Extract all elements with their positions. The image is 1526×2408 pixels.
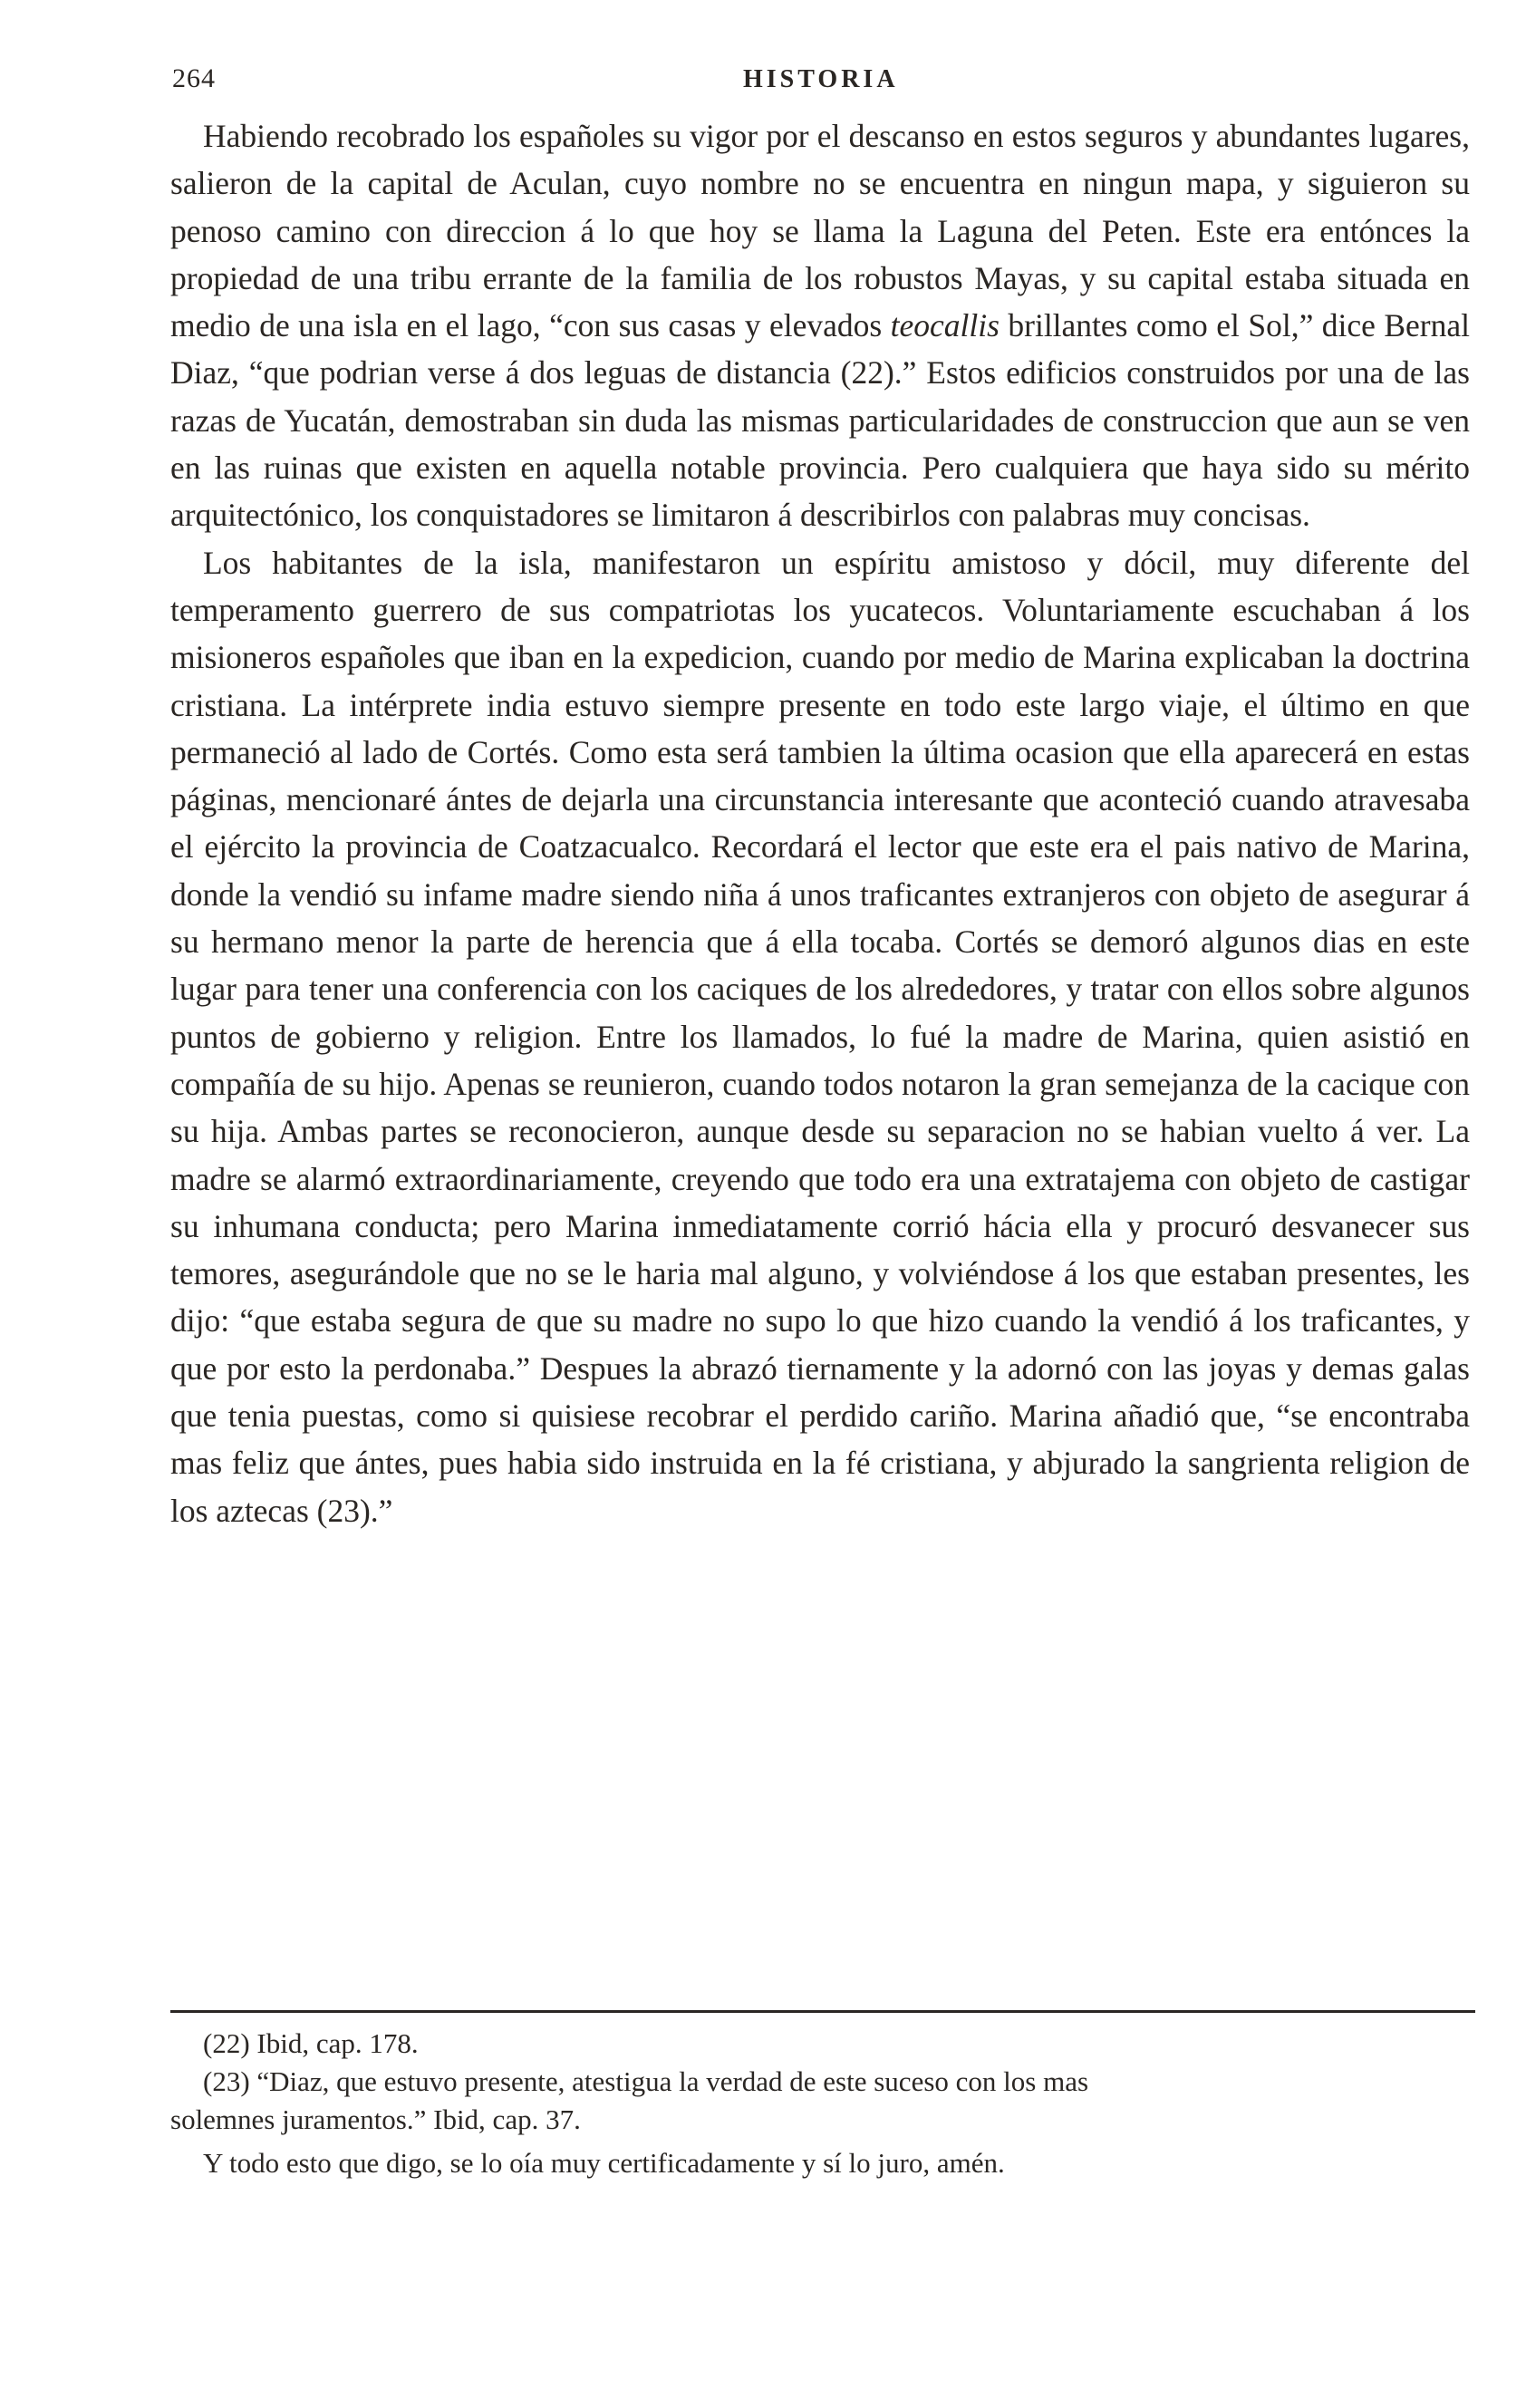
paragraph-1-italic-term: teocallis [890,307,1000,344]
running-head: HISTORIA [743,65,899,93]
paragraph-1-text-b: brillantes como el Sol,” dice Bernal Diaz, “que podrian verse á dos leguas de distancia (22).” Estos edificios construidos por una de las razas de Yucatán, demostraban sin duda las mismas particularidades de construccion que aun se ven en las ruinas que existen en aquella notable provincia. Pero cualquiera que haya sido su mérito arquitectónico, los conquistadores se limitaron á describirlos con palabras muy concisas. [170,307,1470,534]
paragraph-1 [170,112,1470,539]
footnote-divider [170,2010,1475,2013]
paragraph-1-text-a: Habiendo recobrado los españoles su vigor por el descanso en estos seguros y abundantes lugares, salieron de la capital de Aculan, cuyo nombre no se encuentra en ningun mapa, y siguieron su penoso camino con direccion á lo que hoy se llama la Laguna del Peten. Este era entónces la propiedad de una tribu errante de la familia de los robustos Mayas, y su capital estaba situada en medio de una isla en el lago, “con sus casas y elevados [170,118,1470,344]
body-text [170,112,1470,1534]
closing-line: Y todo esto que digo, se lo oía muy certificadamente y sí lo juro, amén. [203,2147,1005,2179]
footnote-22: (22) Ibid, cap. 178. [203,2027,419,2059]
page-header [172,63,1477,103]
footnote-23: (23) “Diaz, que estuvo presente, atestigua la verdad de este suceso con los mas [203,2065,1089,2097]
paragraph-2: Los habitantes de la isla, manifestaron un espíritu amistoso y dócil, muy diferente del temperamento guerrero de sus compatriotas los yucatecos. Voluntariamente escuchaban á los misioneros españoles que iban en la expedicion, cuando por medio de Marina explicaban la doctrina cristiana. La intérprete india estuvo siempre presente en todo este largo viaje, el último en que permaneció al lado de Cortés. Como esta será tambien la última ocasion que ella aparecerá en estas páginas, mencionaré ántes de dejarla una circunstancia interesante que aconteció cuando atravesaba el ejército la provincia de Coatzacualco. Recordará el lector que este era el pais nativo de Marina, donde la vendió su infame madre siendo niña á unos traficantes extranjeros con objeto de asegurar á su hermano menor la parte de herencia que á ella tocaba. Cortés se demoró algunos dias en este lugar para tener una conferencia con los caciques de los alrededores, y tratar con ellos sobre algunos puntos de gobierno y religion. Entre los llamados, lo fué la madre de Marina, quien asistió en compañía de su hijo. Apenas se reunieron, cuando todos notaron la gran semejanza de la cacique con su hija. Ambas partes se reconocieron, aunque desde su separacion no se habian vuelto á ver. La madre se alarmó extraordinariamente, creyendo que todo era una extratajema con objeto de castigar su inhumana conducta; pero Marina inmediatamente corrió hácia ella y procuró desvanecer sus temores, asegurándole que no se le haria mal alguno, y volviéndose á los que estaban presentes, les dijo: “que estaba segura de que su madre no supo lo que hizo cuando la vendió á los traficantes, y que por esto la perdonaba.” Despues la abrazó tiernamente y la adornó con las joyas y demas galas que tenia puestas, como si quisiese recobrar el perdido cariño. Marina añadió que, “se encontraba mas feliz que ántes, pues habia sido instruida en la fé cristiana, y abjurado la sangrienta religion de los aztecas (23).” [170,544,1470,1529]
footnotes [170,2025,1470,2182]
footnote-23-continuation: solemnes juramentos.” Ibid, cap. 37. [170,2103,581,2135]
page-number: 264 [172,63,216,93]
